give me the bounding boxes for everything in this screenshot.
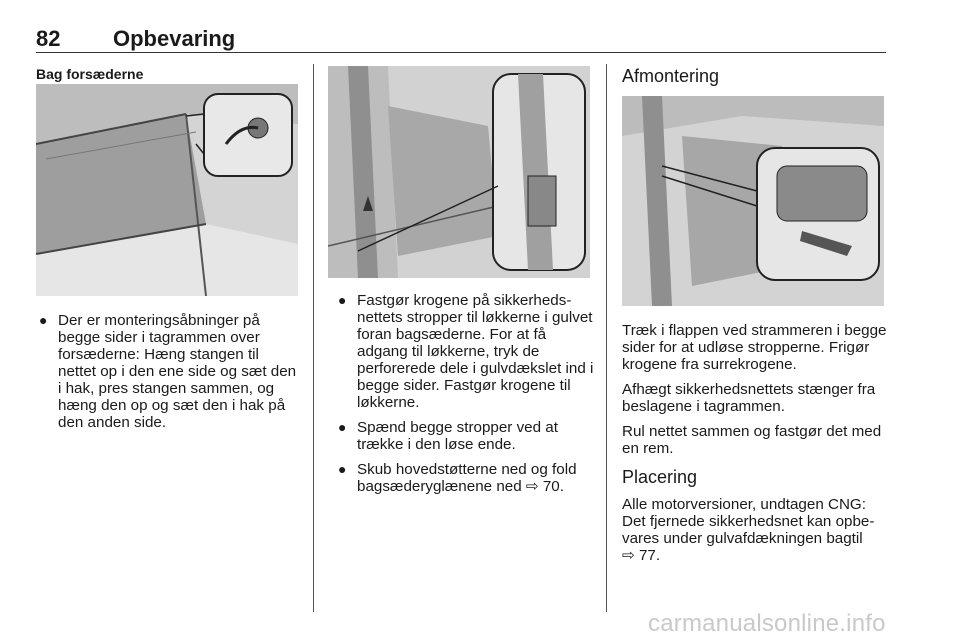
bullet-icon: ● [39,312,48,328]
removal-paragraph: Afhægt sikkerhedsnettets stænger fra beslagene i tagrammen. [622,381,876,415]
floor-hooks-illustration [328,66,590,278]
page-reference-arrow-icon: ⇨ [622,547,635,564]
page-number: 82 [36,26,61,51]
column-divider-left [313,64,314,612]
middle-instruction-list [335,292,597,503]
net-rod-illustration [36,84,298,296]
removal-heading-wrap [622,66,719,87]
bullet-icon: ● [338,419,347,435]
list-item: ● Fastgør krogene på sikkerheds-nettets stropper til løkkerne i gulvet foran bagsæderne. For at få adgang til løkkerne, tryk de perforerede dele i gulvdækslet ind i begge sider. Fastgør krogene til løkkerne. [338,292,594,411]
placement-heading: Placering [622,467,698,487]
removal-heading: Afmontering [622,66,720,86]
watermark-url: carmanualsonline.info [648,610,886,637]
page-reference-link[interactable]: 77. [638,547,661,564]
header-divider [36,52,886,53]
removal-paragraph: Træk i flappen ved strammeren i begge sider for at udløse stropperne. Frigør krogene fra surrekrogene. [622,322,887,373]
bullet-icon: ● [338,292,347,308]
removal-text [622,322,888,572]
strap-release-illustration [622,96,884,306]
list-item: ● Skub hovedstøtterne ned og fold bagsæderyglænene ned ⇨ 70. [338,461,577,495]
placement-paragraph: Alle motorversioner, undtagen CNG: Det fjernede sikkerhedsnet kan opbe-vares under gulvafdækningen bagtil ⇨ 77. [622,496,875,564]
page-title: Opbevaring [113,26,236,51]
column-divider-right [606,64,607,612]
page-reference-arrow-icon: ⇨ [525,478,539,495]
left-instruction-list [36,312,300,439]
bullet-icon: ● [338,461,347,477]
section-subheading: Bag forsæderne [36,66,144,82]
list-item: ● Spænd begge stropper ved at trække i den løse ende. [338,419,558,453]
page-reference-link[interactable]: 70. [542,478,564,495]
removal-paragraph: Rul nettet sammen og fastgør det med en rem. [622,423,882,457]
list-item: ● Der er monteringsåbninger på begge sider i tagrammen over forsæderne: Hæng stangen til nettet op i den ene side og sæt den i hak, pres stangen sammen, og hæng den op og sæt den i hak på den anden side. [39,312,297,431]
